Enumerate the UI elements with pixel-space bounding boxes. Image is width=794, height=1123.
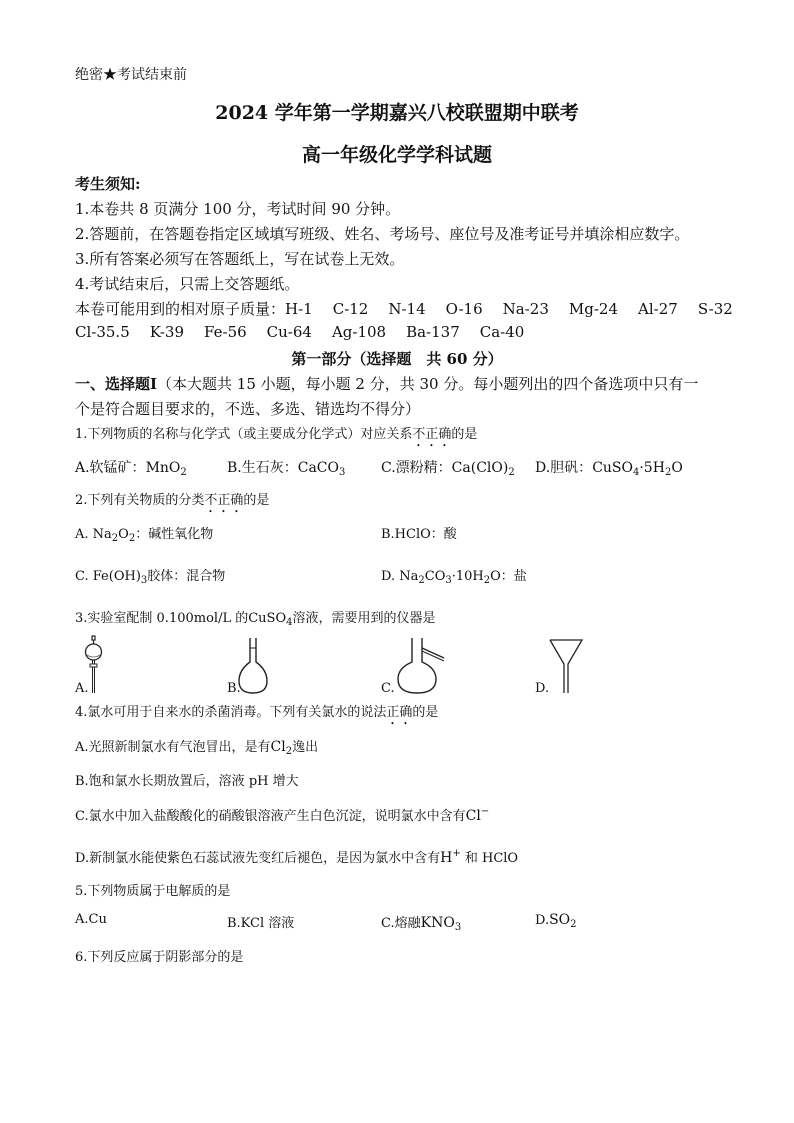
atomic-mass-list-1: H-1 C-12 N-14 O-16 Na-23 Mg-24 Al-27 S-32 <box>285 300 733 318</box>
notice-item: 4.考试结束后，只需上交答题纸。 <box>75 275 300 293</box>
atomic-mass-line-1 <box>75 298 733 319</box>
q3-option-c-label: C. <box>381 681 395 696</box>
q5-option-d: $D.SO_2$ <box>535 912 577 930</box>
notice-item: 3.所有答案必须写在答题纸上，写在试卷上无效。 <box>75 250 405 268</box>
q5-stem: 5.下列物质属于电解质的是 <box>75 884 231 899</box>
q1-option-c: C.漂粉精：$Ca(ClO)_2$ <box>381 460 515 478</box>
exam-title: 2024 学年第一学期嘉兴八校联盟期中联考 <box>215 102 579 124</box>
atomic-mass-intro: 本卷可能用到的相对原子质量： <box>75 300 286 318</box>
q2-option-c: C. $Fe(OH)_3$胶体：混合物 <box>75 569 226 586</box>
q6-stem: 6.下列反应属于阴影部分的是 <box>75 950 244 965</box>
section-desc-2: 个是符合题目要求的，不选、多选、错选均不得分） <box>75 400 421 418</box>
exam-subtitle: 高一年级化学学科试题 <box>301 144 492 166</box>
secret-label: 绝密★考试结束前 <box>75 67 187 83</box>
q5-option-a: A.Cu <box>75 912 107 927</box>
funnel-icon <box>548 638 584 696</box>
q4-stem: 4.氯水可用于自来水的杀菌消毒。下列有关氯水的说法正确的是 <box>75 705 439 720</box>
q1-option-d: D.胆矾：$CuSO_4\cdot 5H_2O$ <box>535 460 683 478</box>
q3-option-a-label: A. <box>75 681 89 696</box>
q2-stem: 2.下列有关物质的分类不正确的是 <box>75 493 270 508</box>
notice-item: 2.答题前，在答题卷指定区域填写班级、姓名、考场号、座位号及准考证号并填涂相应数字。 <box>75 225 690 243</box>
atomic-mass-list-2: Cl-35.5 K-39 Fe-56 Cu-64 Ag-108 Ba-137 Ca-40 <box>75 323 525 341</box>
q4-option-a: A.光照新制氯水有气泡冒出，是有$Cl_2$逸出 <box>75 739 319 757</box>
notice-heading: 考生须知: <box>75 175 141 193</box>
q5-option-b: B.KCl 溶液 <box>227 916 295 931</box>
separatory-funnel-icon <box>82 635 106 695</box>
q3-option-d-label: D. <box>535 681 550 696</box>
q2-option-d: D. $Na_2CO_3\cdot 10H_2O$：盐 <box>381 569 527 586</box>
section-desc-1: （本大题共 15 小题，每小题 2 分，共 30 分。每小题列出的四个备选项中只有一 <box>157 375 699 393</box>
section-line-1 <box>75 373 698 394</box>
q1-option-b: B.生石灰：CaCO$_3$ <box>227 460 346 478</box>
q5-option-c: C.熔融$KNO_3$ <box>381 915 462 933</box>
q4-option-d: D.新制氯水能使紫色石蕊试液先变红后褪色，是因为氯水中含有H+ 和 HClO <box>75 848 519 866</box>
q4-option-b: B.饱和氯水长期放置后，溶液 pH 增大 <box>75 774 299 789</box>
section-title: 一、选择题Ⅰ <box>75 375 158 393</box>
volumetric-flask-icon <box>236 636 270 696</box>
q3-option-b-label: B. <box>227 681 241 696</box>
q2-option-b: B.HClO：酸 <box>381 527 457 542</box>
q1-option-a: A.软锰矿：MnO$_2$ <box>75 460 187 478</box>
distillation-flask-icon <box>392 636 448 696</box>
q1-stem: 1.下列物质的名称与化学式（或主要成分化学式）对应关系不正确的是 <box>75 427 478 442</box>
notice-item: 1.本卷共 8 页满分 100 分，考试时间 90 分钟。 <box>75 200 401 218</box>
q2-option-a: A. $Na_2O_2$：碱性氧化物 <box>75 527 214 544</box>
q4-option-c: C.氯水中加入盐酸酸化的硝酸银溶液产生白色沉淀，说明氯水中含有Cl− <box>75 806 490 824</box>
q3-stem: 3.实验室配制 0.100mol/L 的CuSO$_4$溶液，需要用到的仪器是 <box>75 611 436 628</box>
part1-heading: 第一部分（选择题 共 60 分） <box>291 350 503 368</box>
